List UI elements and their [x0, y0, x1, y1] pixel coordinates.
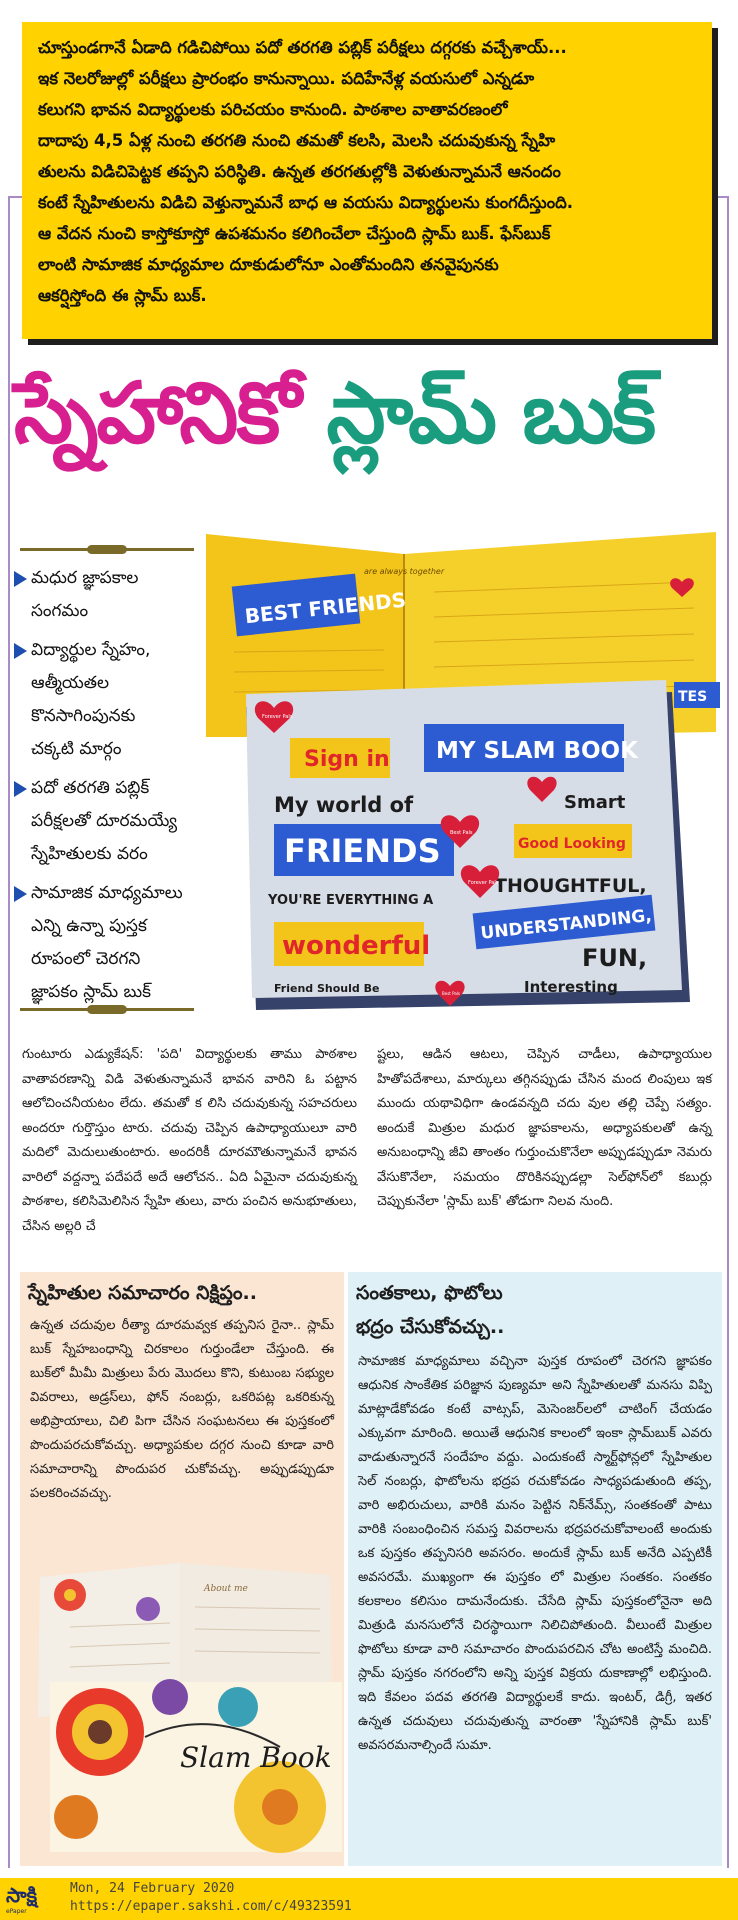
- box-left-text: ఉన్నత చదువుల రీత్యా దూరమవ్వక తప్పనిస రైనా.. స్లామ్ బుక్ స్నేహబంధాన్ని చిరకాలం గుర్తుండేలా చేస్తుంది. ఈ బుక్‌లో మీమీ మిత్రులు పేరు మొదలు కొని, కుటుంబ సభ్యుల వివరాలు, అడ్రస్‌లు, ఫోన్ నంబర్లు, ఒకరిపట్ల ఒకరికున్న అభిప్రాయాలు, చిలి పిగా చేసిన సంఘటనలు ఈ పుస్తకంలో పొందుపరచుకోవచ్చు. అధ్యాపకుల దగ్గర నుంచి కూడా వారి సమాచారాన్ని పొందుపర చుకోవచ్చు. అప్పుడప్పుడూ పలకరించవచ్చు.: [30, 1318, 334, 1501]
- bullet-arrow-icon: [14, 643, 27, 659]
- bullet-line: విద్యార్థుల స్నేహం,: [31, 640, 151, 660]
- bullet-line: సామాజిక మాధ్యమాలు: [31, 883, 183, 903]
- intro-line: లాంటి సామాజిక మాధ్యమాల దూకుడులోనూ ఎంతోమందిని తనవైపునకు: [38, 255, 499, 274]
- bullet-line: చక్కటి మార్గం: [31, 739, 122, 759]
- fun-text: FUN,: [582, 944, 648, 972]
- intro-box: [22, 22, 712, 339]
- slam-book-art: [30, 1557, 342, 1862]
- bullet-line: ఎన్ని ఉన్నా పుస్తక: [31, 916, 147, 936]
- box-right-title: [348, 1272, 722, 1344]
- headline-part1: స్నేహానికో: [14, 364, 300, 462]
- box-right-title-line: భద్రం చేసుకోవచ్చు..: [356, 1316, 505, 1338]
- article-body: [22, 1043, 722, 1248]
- sidebar-box-right: [348, 1272, 722, 1866]
- intro-line: చూస్తుండగానే ఏడాది గడిచిపోయి పదో తరగతి పబ్లిక్ పరీక్షలు దగ్గరకు వచ్చేశాయ్...: [38, 38, 567, 57]
- headline: [14, 348, 728, 478]
- best-friends-text: BEST FRIENDS: [243, 587, 408, 629]
- my-world-of-text: My world of: [274, 793, 414, 817]
- smart-text: Smart: [564, 792, 626, 813]
- friend-should-be-text: Friend Should Be: [274, 982, 380, 995]
- intro-line: కంటే స్నేహితులను విడిచి వెళ్తున్నామనే బాధ ఆ వయసు విద్యార్థులను కుంగదీస్తుంది.: [38, 193, 573, 212]
- sign-in-text: Sign in: [304, 747, 390, 772]
- box-left-title: స్నేహితుల సమాచారం నిక్షిప్తం..: [28, 1282, 257, 1304]
- bullet-line: కొనసాగింపునకు: [31, 706, 136, 726]
- youre-everything-text: YOU'RE EVERYTHING A: [268, 893, 434, 908]
- footer-url[interactable]: https://epaper.sakshi.com/c/49323591: [70, 1899, 352, 1914]
- flower-icon: [136, 1597, 160, 1621]
- bullet-line: మధుర జ్ఞాపకాల: [31, 568, 139, 588]
- bullet-list: [14, 562, 202, 1015]
- heart-label: Forever Pals: [468, 880, 499, 886]
- footer-date: Mon, 24 February 2020: [70, 1881, 235, 1896]
- art-page-text: About me: [204, 1584, 248, 1594]
- bullet-line: ఆత్మీయతల: [31, 673, 110, 693]
- good-looking-text: Good Looking: [518, 836, 626, 852]
- box-right-text: సామాజిక మాధ్యమాలు వచ్చినా పుస్తక రూపంలో చెరగని జ్ఞాపకం ఆధునిక సాంకేతిక పరిజ్ఞాన పుణ్యమా అని స్నేహితులతో మనసు విప్పి మాట్లాడేకోవడం కంటే వాట్సప్, మెసెంజర్‌లలో చాటింగ్ చేయడం ఎక్కువగా మారింది. అయితే ఆధునిక కాలంలో ఇంకా స్లామ్‌బుక్ ఎవరు వాడుతున్నారనే సందేహం వద్దు. ఎందుకంటే స్మార్ట్‌ఫోన్లలో స్నేహితుల సెల్ నంబర్లు, ఫొటోలను భద్రప రచుకోవడం సాధ్యపడుతుంది తప్ప, వారి అభిరుచులు, వారికి మనం పెట్టిన నిక్‌నేమ్స్, సంతకంతో పాటు వారికి సంబంధించిన సమస్త వివరాలను భద్రపరచుకోవాలంటే అందుకు ఒక పుస్తకం తప్పనిసరి అవసరం. అందుకే స్లామ్ బుక్ అనేది ఎప్పటికీ అవసరమే. ముఖ్యంగా ఈ పుస్తకం లో మిత్రుల సంతకం. సంతకం కలకాలం కలిసుం దామనేందుకు. చేసేది స్లామ్ పుస్తకంలోనైనా అది మిత్రుడి మనసులోనే చిరస్థాయిగా నిలిచిపోతుంది. వీలుంటే మిత్రుల ఫొటోలు కూడా వారి సమాచారం పొందుపరచిన చోట అంటిస్తే మంచిది. స్లామ్ పుస్తకం నగరంలోని అన్ని పుస్తక విక్రయ దుకాణాల్లో లభిస్తుంది. ఇది కేవలం పదవ తరగతి విద్యార్థులకే కాదు. ఇంటర్, డిగ్రీ, ఇతర ఉన్నత చదువులు చదువుతున్న వారంతా 'స్నేహానికి స్లామ్ బుక్' అవసరమనాల్సిందే సుమా.: [358, 1354, 712, 1753]
- wonderful-text: wonderful: [282, 931, 431, 961]
- art-cover-text: Slam Book: [180, 1741, 332, 1774]
- bullet-arrow-icon: [14, 571, 27, 587]
- thoughtful-text: THOUGHTFUL,: [494, 875, 647, 897]
- bullet-rule-bottom: [20, 1008, 194, 1011]
- intro-line: ఆ వేదన నుంచి కాస్తోకూస్తో ఉపశమనం కలిగించేలా చేస్తుంది స్లామ్ బుక్. ఫేస్‌బుక్: [38, 224, 551, 243]
- article-frame-left: [8, 196, 10, 1868]
- bullet-line: స్నేహితులకు వరం: [31, 844, 148, 864]
- bullet-line: రూపంలో చెరగని: [31, 949, 141, 969]
- bullet-item: [14, 562, 202, 628]
- heart-label: Best Pals: [442, 991, 461, 996]
- understanding-text: UNDERSTANDING,: [479, 905, 653, 944]
- bullet-item: [14, 877, 202, 1009]
- bullet-line: సంగమం: [31, 601, 89, 621]
- tes-text: TES: [678, 689, 708, 705]
- intro-line: కలుగని భావన విద్యార్థులకు పరిచయం కానుంది. పాఠశాల వాతావరణంలో: [38, 100, 508, 119]
- slam-book-photo: [204, 532, 722, 1020]
- bullet-line: పదో తరగతి పబ్లిక్: [31, 778, 150, 798]
- footer-bar: [0, 1878, 738, 1920]
- friends-text: FRIENDS: [284, 832, 441, 870]
- heart-label: Best Pals: [450, 830, 473, 836]
- intro-line: దాదాపు 4,5 ఏళ్ల నుంచి తరగతి నుంచి తమతో కలసి, మెలసి చదువుకున్న స్నేహి: [38, 131, 556, 150]
- bullet-line: పరీక్షలతో దూరమయ్యే: [31, 811, 177, 831]
- heart-label: Forever Pals: [262, 714, 293, 720]
- sakshi-logo-sub: ePaper: [6, 1908, 27, 1915]
- headline-part2: స్లామ్ బుక్: [326, 364, 655, 462]
- body-column-left: గుంటూరు ఎడ్యుకేషన్: 'పది' విద్యార్థులకు తాము పాఠశాల వాతావరణాన్ని విడి వెళుతున్నామనే భావన వారిని ఓ పట్టాన ఆలోచించనీయటం లేదు. తమతో క లిసి చదువుకున్న సహచరులు అందరూ గుర్తొస్తుం టారు. చదువు చెప్పిన ఉపాధ్యాయులూ వారి మదిలో మెదులుతుంటారు. అందరికీ దూరమౌతున్నామనే భావన వారిలో వద్దన్నా పదేపదే అదే ఆలోచన.. ఏది ఏమైనా చదువుకున్న పాఠశాల, కలిసిమెలిసిన స్నేహి తులు, వారు పంచిన అనుభూతులు, చేసిన అల్లరి చే: [22, 1047, 357, 1234]
- bullet-rule-top: [20, 548, 194, 551]
- bullet-arrow-icon: [14, 781, 27, 797]
- intro-line: ఆకర్షిస్తోంది ఈ స్లామ్ బుక్.: [38, 286, 207, 305]
- bullet-arrow-icon: [14, 886, 27, 902]
- my-slam-book-text: MY SLAM BOOK: [436, 738, 638, 764]
- back-small-text: are always together: [364, 567, 445, 576]
- bullet-item: [14, 634, 202, 766]
- body-column-right: ష్టలు, ఆడిన ఆటలు, చెప్పిన చాడీలు, ఉపాధ్యాయుల హితోపదేశాలు, మార్కులు తగ్గినప్పుడు చేసిన మంద లింపులు ఇక ముందు యథావిధిగా ఉండవన్నది చదు వుల తల్లి చెప్పే సత్యం. అందుకే మిత్రుల మధుర జ్ఞాపకాలను, అధ్యాపకులతో ఉన్న అనుబంధాన్ని జీవి తాంతం గుర్తుంచుకొనేలా అప్పుడప్పుడూ నెమరు వేసుకొనేలా, సమయం దొరికినప్పుడల్లా సెల్‌ఫోన్‌లో కబుర్లు చెప్పుకునేలా 'స్లామ్ బుక్' తోడుగా నిలవ నుంది.: [377, 1047, 712, 1209]
- intro-line: ఇక నెలరోజుల్లో పరీక్షలు ప్రారంభం కానున్నాయి. పదిహేనేళ్ల వయసులో ఎన్నడూ: [38, 69, 535, 88]
- box-right-title-line: సంతకాలు, ఫొటోలు: [356, 1282, 503, 1304]
- bullet-line: జ్ఞాపకం స్లామ్ బుక్: [31, 982, 152, 1002]
- intro-line: తులను విడిచిపెట్టక తప్పని పరిస్థితి. ఉన్నత తరగతుల్లోకి వెళుతున్నామనే ఆనందం: [38, 162, 561, 181]
- sidebar-box-left: [20, 1272, 344, 1866]
- sakshi-logo: సాక్షి: [6, 1883, 38, 1907]
- interesting-text: Interesting: [524, 978, 618, 996]
- bullet-item: [14, 772, 202, 871]
